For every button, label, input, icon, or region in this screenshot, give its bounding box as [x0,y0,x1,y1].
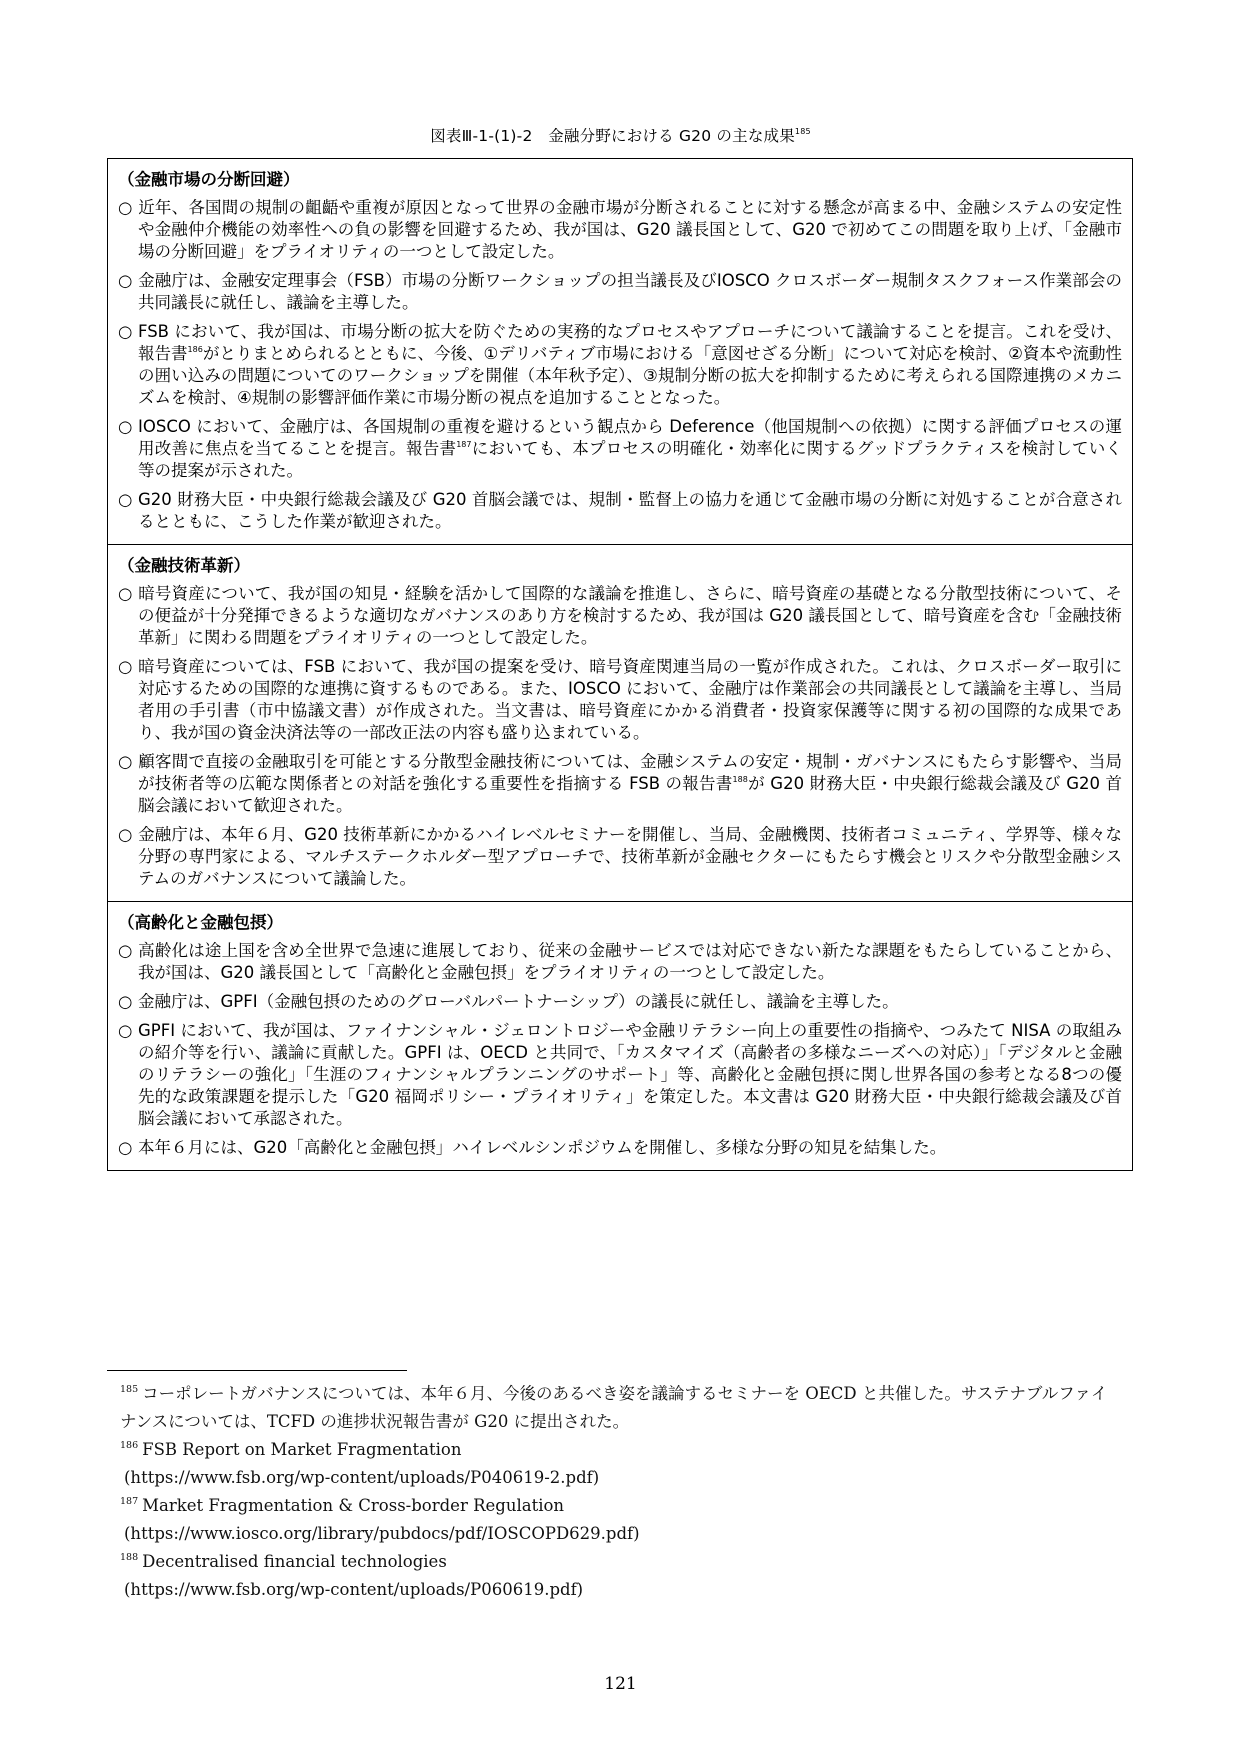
item-text: GPFI において、我が国は、ファイナンシャル・ジェロントロジーや金融リテラシー向上の重要性の指摘や、つみたて NISA の取組みの紹介等を行い、議論に貢献した。GPFI は、OECD と共同で、「カスタマイズ（高齢者の多様なニーズへの対応）」「デジタルと金融のリテラシーの強化」「生涯のフィナンシャルプランニングのサポート」等、高齢化と金融包摂に関し世界各国の参考となる8つの優先的な政策課題を提示した「G20 福岡ポリシー・プライオリティ」を策定した。本文書は G20 財務大臣・中央銀行総裁会議及び首脳会議において承認された。 [138,1021,1122,1128]
footnote-text: Market Fragmentation & Cross-border Regulation [142,1496,565,1515]
item-text: 近年、各国間の規制の齟齬や重複が原因となって世界の金融市場が分断されることに対する懸念が高まる中、金融システムの安定性や金融仲介機能の効率性への負の影響を回避するため、我が国は、G20 議長国として、G20 で初めてこの問題を取り上げ、「金融市場の分断回避」をプライオリティの一つとして設定した。 [138,198,1122,261]
footnote-divider [107,1370,407,1371]
circle-bullet-icon: ○ [118,752,133,771]
list-item [118,270,1122,314]
footnote-number: 185 [120,1384,139,1395]
list-item [118,416,1122,482]
footnote-188 [120,1548,1120,1604]
list-item [118,1137,1122,1159]
section-heading: （金融市場の分断回避） [118,170,300,189]
circle-bullet-icon: ○ [118,941,133,960]
footnotes [120,1380,1120,1604]
item-text: 金融庁は、GPFI（金融包摂のためのグローバルパートナーシップ）の議長に就任し、議論を主導した。 [138,992,899,1011]
section-heading: （金融技術革新） [118,556,250,575]
item-text: 顧客間で直接の金融取引を可能とする分散型金融技術については、金融システムの安定・規制・ガバナンスにもたらす影響や、当局が技術者等の広範な関係者との対話を強化する重要性を指摘する FSB の報告書 [138,752,1122,793]
item-text: 暗号資産について、我が国の知見・経験を活かして国際的な議論を推進し、さらに、暗号資産の基礎となる分散型技術について、その便益が十分発揮できるような適切なガバナンスのあり方を検討するため、我が国は G20 議長国として、暗号資産を含む「金融技術革新」に関わる問題をプライオリティの一つとして設定した。 [138,584,1122,647]
circle-bullet-icon: ○ [118,825,133,844]
caption-text: 図表Ⅲ-1-(1)-2 金融分野における G20 の主な成果 [430,127,795,145]
circle-bullet-icon: ○ [118,1021,133,1040]
item-text: 暗号資産については、FSB において、我が国の提案を受け、暗号資産関連当局の一覧が作成された。これは、クロスボーダー取引に対応するための国際的な連携に資するものである。また、IOSCO において、金融庁は作業部会の共同議長として議論を主導し、当局者用の手引書（市中協議文書）が作成された。当文書は、暗号資産にかかる消費者・投資家保護等に関する初の国際的な成果であり、我が国の資金決済法等の一部改正法の内容も盛り込まれている。 [138,657,1123,742]
footnote-number: 188 [120,1552,139,1563]
section-ageing-financial-inclusion [108,901,1132,1170]
circle-bullet-icon: ○ [118,417,133,436]
circle-bullet-icon: ○ [118,992,133,1011]
list-item [118,1020,1122,1130]
achievements-table [107,158,1133,1171]
list-item [118,991,1122,1013]
circle-bullet-icon: ○ [118,657,133,676]
list-item [118,824,1122,890]
item-text: が G20 財務大臣・中央銀行総裁会議及び G20 首脳会議において歓迎された。 [138,774,1123,815]
circle-bullet-icon: ○ [118,490,133,509]
item-text: 金融庁は、金融安定理事会（FSB）市場の分断ワークショップの担当議長及びIOSCO クロスボーダー規制タスクフォース作業部会の共同議長に就任し、議論を主導した。 [138,271,1122,312]
footnote-url-link[interactable]: (https://www.iosco.org/library/pubdocs/pdf/IOSCOPD629.pdf) [124,1524,640,1543]
list-item [118,197,1122,263]
footnote-text: コーポレートガバナンスについては、本年６月、今後のあるべき姿を議論するセミナーを OECD と共催した。サステナブルファイナンスについては、TCFD の進捗状況報告書が G20 に提出された。 [120,1384,1108,1431]
list-item [118,940,1122,984]
footnote-url-link[interactable]: (https://www.fsb.org/wp-content/uploads/P040619-2.pdf) [124,1468,600,1487]
circle-bullet-icon: ○ [118,1138,133,1157]
list-item [118,583,1122,649]
item-text: においても、本プロセスの明確化・効率化に関するグッドプラクティスを検討していく等の提案が示された。 [138,439,1122,480]
footnote-ref[interactable]: 187 [456,440,472,449]
item-text: 金融庁は、本年６月、G20 技術革新にかかるハイレベルセミナーを開催し、当局、金融機関、技術者コミュニティ、学界等、様々な分野の専門家による、マルチステークホルダー型アプローチで、技術革新が金融セクターにもたらす機会とリスクや分散型金融システムのガバナンスについて議論した。 [138,825,1122,888]
figure-caption [0,124,1241,146]
footnote-ref[interactable]: 186 [187,345,203,354]
item-text: 本年６月には、G20「高齢化と金融包摂」ハイレベルシンポジウムを開催し、多様な分野の知見を結集した。 [138,1138,947,1157]
footnote-number: 186 [120,1440,139,1451]
footnote-number: 187 [120,1496,139,1507]
footnote-185 [120,1380,1120,1436]
item-text: IOSCO において、金融庁は、各国規制の重複を避けるという観点から Deference（他国規制への依拠）に関する評価プロセスの運用改善に焦点を当てることを提言。報告書 [138,417,1122,458]
footnote-text: FSB Report on Market Fragmentation [142,1440,462,1459]
circle-bullet-icon: ○ [118,271,133,290]
footnote-187 [120,1492,1120,1548]
circle-bullet-icon: ○ [118,198,133,217]
footnote-url-link[interactable]: (https://www.fsb.org/wp-content/uploads/P060619.pdf) [124,1580,584,1599]
page-number: 121 [604,1674,637,1694]
footnote-text: Decentralised financial technologies [142,1552,447,1571]
section-market-fragmentation [108,159,1132,544]
circle-bullet-icon: ○ [118,584,133,603]
list-item [118,751,1122,817]
list-item [118,321,1122,409]
section-financial-innovation [108,544,1132,901]
list-item [118,656,1122,744]
list-item [118,489,1122,533]
item-text: FSB において、我が国は、市場分断の拡大を防ぐための実務的なプロセスやアプローチについて議論することを提言。これを受け、報告書 [138,322,1122,363]
footnote-ref[interactable]: 188 [732,775,748,784]
section-heading: （高齢化と金融包摂） [118,913,283,932]
item-text: がとりまとめられるとともに、今後、①デリバティブ市場における「意図せざる分断」について対応を検討、②資本や流動性の囲い込みの問題についてのワークショップを開催（本年秋予定）、③規制分断の拡大を抑制するために考えられる国際連携のメカニズムを検討、④規制の影響評価作業に市場分断の視点を追加することとなった。 [138,344,1122,407]
item-text: 高齢化は途上国を含め全世界で急速に進展しており、従来の金融サービスでは対応できない新たな課題をもたらしていることから、我が国は、G20 議長国として「高齢化と金融包摂」をプライオリティの一つとして設定した。 [138,941,1122,982]
item-text: G20 財務大臣・中央銀行総裁会議及び G20 首脳会議では、規制・監督上の協力を通じて金融市場の分断に対処することが合意されるとともに、こうした作業が歓迎された。 [138,490,1122,531]
circle-bullet-icon: ○ [118,322,133,341]
caption-footnote-ref[interactable]: 185 [794,127,811,136]
footnote-186 [120,1436,1120,1492]
